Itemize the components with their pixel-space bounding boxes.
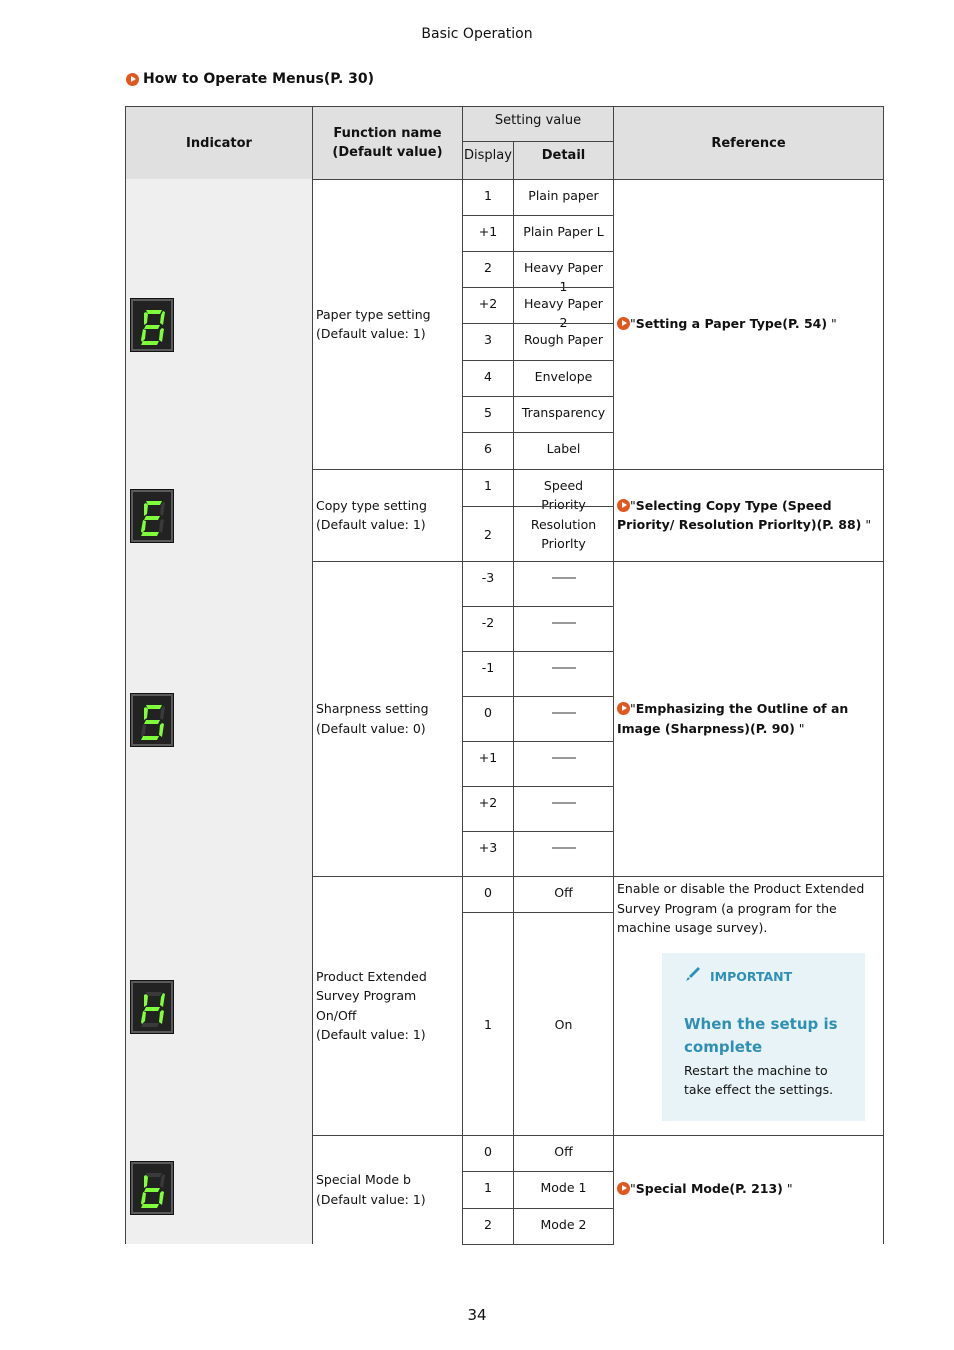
- dash-icon: [552, 622, 576, 624]
- display-value-cell: [462, 396, 514, 433]
- header-function-label: Function name (Default value): [332, 126, 443, 160]
- segment-e: [141, 1011, 146, 1024]
- display-value: 1: [484, 188, 492, 203]
- display-value-cell: [462, 432, 514, 470]
- detail-value-cell: [513, 432, 614, 470]
- display-value-cell: [462, 741, 514, 787]
- display-value: -1: [481, 660, 495, 675]
- reference-quote-open: ": [630, 1180, 636, 1196]
- segment-e: [141, 1192, 146, 1205]
- display-value: +1: [478, 224, 498, 239]
- detail-value: Off: [554, 885, 573, 900]
- detail-value-cell: [513, 786, 614, 832]
- segment-c: [159, 328, 164, 342]
- reference-link-text: Setting a Paper Type(P. 54): [635, 316, 828, 332]
- segment-a: [146, 501, 162, 505]
- segment-a: [146, 992, 162, 996]
- function-name-cell: [312, 561, 463, 877]
- segment-d: [141, 1204, 159, 1208]
- detail-value-cell: [513, 741, 614, 787]
- detail-value-cell: [513, 360, 614, 397]
- display-value: 0: [484, 705, 492, 720]
- detail-value-cell: [513, 1208, 614, 1245]
- arrow-icon: [617, 1182, 630, 1195]
- detail-value: Plain paper: [528, 188, 599, 203]
- display-value-cell: [462, 912, 514, 1136]
- reference-link-text: Emphasizing the Outline of an Image (Sharpness)(P. 90): [617, 701, 849, 736]
- detail-value: Label: [546, 441, 581, 456]
- detail-value: Mode 2: [540, 1217, 587, 1232]
- display-value: 2: [484, 526, 492, 542]
- display-value: -2: [481, 615, 495, 630]
- pen-icon: [684, 965, 702, 989]
- display-value: 0: [484, 1144, 492, 1159]
- segment-b: [160, 311, 165, 325]
- display-value-cell: [462, 360, 514, 397]
- segment-b: [160, 502, 165, 516]
- arrow-icon: [617, 702, 630, 715]
- function-name: Product Extended Survey Program On/Off (Default value: 1): [316, 968, 427, 1042]
- indicator-cell: [125, 561, 313, 877]
- reference-link[interactable]: [617, 496, 879, 535]
- display-value-cell: [462, 561, 514, 607]
- detail-value: Mode 1: [540, 1180, 587, 1195]
- display-value: 6: [484, 441, 492, 456]
- important-label: IMPORTANT: [710, 969, 793, 984]
- arrow-icon: [126, 73, 139, 86]
- segment-e: [141, 329, 146, 342]
- detail-value-cell: [513, 323, 614, 361]
- indicator-cell: [125, 1135, 313, 1244]
- detail-value-cell: [513, 1135, 614, 1172]
- seven-segment-icon: [130, 1161, 174, 1215]
- seven-segment-icon: [130, 489, 174, 543]
- segment-d: [141, 1023, 159, 1027]
- display-value-cell: [462, 251, 514, 288]
- segment-b: [160, 1174, 165, 1188]
- dash-icon: [552, 847, 576, 849]
- reference-quote-close: ": [794, 720, 805, 736]
- detail-value-cell: [513, 876, 614, 913]
- detail-value: Heavy Paper 2: [524, 296, 603, 330]
- detail-value: Envelope: [534, 369, 593, 384]
- segment-g: [144, 1007, 160, 1011]
- dash-icon: [552, 802, 576, 804]
- seven-segment-icon: [130, 980, 174, 1034]
- function-name: Copy type setting (Default value: 1): [316, 497, 427, 532]
- display-value-cell: [462, 179, 514, 216]
- important-box: [662, 953, 865, 1121]
- detail-value: Plain Paper L: [523, 224, 604, 239]
- header-function: [312, 106, 463, 180]
- segment-f: [144, 503, 148, 516]
- segment-g: [144, 720, 160, 724]
- function-name: Special Mode b (Default value: 1): [316, 1172, 426, 1207]
- display-value-cell: [462, 469, 514, 507]
- detail-value-cell: [513, 287, 614, 330]
- display-value: 1: [484, 1180, 492, 1195]
- header-indicator: Indicator: [125, 106, 313, 180]
- page-header: Basic Operation: [421, 26, 533, 42]
- display-value-cell: [462, 786, 514, 832]
- segment-a: [146, 1173, 162, 1177]
- detail-value: Transparency: [521, 405, 606, 420]
- detail-value-cell: [513, 179, 614, 216]
- segment-c: [159, 519, 164, 533]
- display-value-cell: [462, 215, 514, 252]
- display-value-cell: [462, 287, 514, 324]
- segment-c: [159, 723, 164, 737]
- seven-segment-icon: [130, 298, 174, 352]
- indicator-cell: [125, 876, 313, 1136]
- reference-link-text: Selecting Copy Type (Speed Priority/ Resolution Priorlty)(P. 88): [617, 497, 862, 532]
- display-value: 5: [484, 405, 492, 420]
- function-name-cell: [312, 469, 463, 562]
- detail-value: Speed Priority: [541, 478, 586, 512]
- reference-quote-close: ": [782, 1180, 793, 1196]
- arrow-icon: [617, 499, 630, 512]
- display-value: 1: [484, 478, 492, 493]
- reference-quote-open: ": [630, 316, 636, 332]
- segment-f: [144, 1175, 148, 1188]
- important-header: [684, 965, 843, 989]
- segment-a: [146, 310, 162, 314]
- segment-g: [144, 1188, 160, 1192]
- dash-icon: [552, 577, 576, 579]
- reference-cell: [613, 1135, 884, 1244]
- reference-quote-close: ": [827, 316, 837, 332]
- detail-value-cell: [513, 215, 614, 252]
- detail-value-cell: [513, 606, 614, 652]
- section-link[interactable]: [126, 71, 374, 87]
- reference-cell: [613, 179, 884, 470]
- display-value: 0: [484, 885, 492, 900]
- important-text: Restart the machine to take effect the settings.: [684, 1062, 834, 1097]
- function-name-cell: [312, 876, 463, 1136]
- dash-icon: [552, 667, 576, 669]
- reference-link[interactable]: [617, 1179, 793, 1199]
- display-value-cell: [462, 696, 514, 742]
- indicator-cell: [125, 469, 313, 562]
- segment-b: [160, 993, 165, 1007]
- display-value: +3: [478, 840, 498, 855]
- function-name-cell: [312, 1135, 463, 1244]
- display-value-cell: [462, 651, 514, 697]
- segment-f: [144, 994, 148, 1007]
- detail-value: Resolution Priorlty: [530, 517, 597, 551]
- reference-quote-close: ": [861, 517, 872, 532]
- indicator-cell: [125, 179, 313, 470]
- detail-value-cell: [513, 396, 614, 433]
- display-value: 1: [484, 1016, 492, 1032]
- display-value-cell: [462, 1208, 514, 1245]
- segment-d: [141, 341, 159, 345]
- segment-g: [144, 516, 160, 520]
- function-name: Sharpness setting (Default value: 0): [316, 701, 429, 736]
- display-value: 4: [484, 369, 492, 384]
- segment-f: [144, 707, 148, 720]
- reference-text: Enable or disable the Product Extended Survey Program (a program for the machine usage survey).: [617, 881, 865, 935]
- display-value-cell: [462, 606, 514, 652]
- segment-d: [141, 736, 159, 740]
- header-detail: Detail: [513, 141, 614, 180]
- segment-c: [159, 1191, 164, 1205]
- segment-c: [159, 1010, 164, 1024]
- reference-cell: [613, 876, 884, 1136]
- segment-a: [146, 705, 162, 709]
- header-display: Display: [462, 141, 514, 180]
- header-reference: Reference: [613, 106, 884, 180]
- display-value-cell: [462, 506, 514, 562]
- display-value: +2: [478, 296, 498, 311]
- segment-e: [141, 724, 146, 737]
- detail-value-cell: [513, 561, 614, 607]
- reference-quote-open: ": [630, 497, 636, 513]
- segment-f: [144, 312, 148, 325]
- function-name-cell: [312, 179, 463, 470]
- display-value: 3: [484, 332, 492, 347]
- detail-value: Off: [554, 1144, 573, 1159]
- display-value-cell: [462, 1135, 514, 1172]
- detail-value-cell: [513, 251, 614, 294]
- detail-value: On: [554, 1016, 573, 1032]
- display-value: 2: [484, 260, 492, 275]
- seven-segment-icon: [130, 693, 174, 747]
- reference-link[interactable]: [617, 699, 879, 738]
- reference-cell: [613, 469, 884, 562]
- display-value: +2: [478, 795, 498, 810]
- reference-link-text: Special Mode(P. 213): [635, 1180, 783, 1196]
- section-link-label: How to Operate Menus(P. 30): [143, 71, 375, 87]
- reference-cell: [613, 561, 884, 877]
- detail-value-cell: [513, 912, 614, 1136]
- function-name: Paper type setting (Default value: 1): [316, 306, 431, 341]
- reference-link[interactable]: [617, 314, 837, 334]
- segment-b: [160, 706, 165, 720]
- detail-value: Rough Paper: [524, 332, 603, 347]
- display-value-cell: [462, 1171, 514, 1209]
- detail-value: Heavy Paper 1: [524, 260, 603, 294]
- detail-value-cell: [513, 831, 614, 877]
- reference-quote-open: ": [630, 701, 636, 716]
- display-value: +1: [478, 750, 498, 765]
- segment-g: [144, 325, 160, 329]
- dash-icon: [552, 712, 576, 714]
- detail-value-cell: [513, 651, 614, 697]
- detail-value-cell: [513, 1171, 614, 1209]
- display-value-cell: [462, 876, 514, 913]
- header-setting-value: Setting value: [462, 106, 614, 142]
- detail-value-cell: [513, 506, 614, 562]
- segment-e: [141, 520, 146, 533]
- detail-value-cell: [513, 469, 614, 512]
- display-value: -3: [481, 570, 495, 585]
- detail-value-cell: [513, 696, 614, 742]
- display-value: 2: [484, 1217, 492, 1232]
- dash-icon: [552, 757, 576, 759]
- important-title: When the setup is complete: [684, 1014, 838, 1056]
- page-number: 34: [467, 1306, 487, 1324]
- display-value-cell: [462, 831, 514, 877]
- arrow-icon: [617, 317, 630, 330]
- segment-d: [141, 532, 159, 536]
- display-value-cell: [462, 323, 514, 361]
